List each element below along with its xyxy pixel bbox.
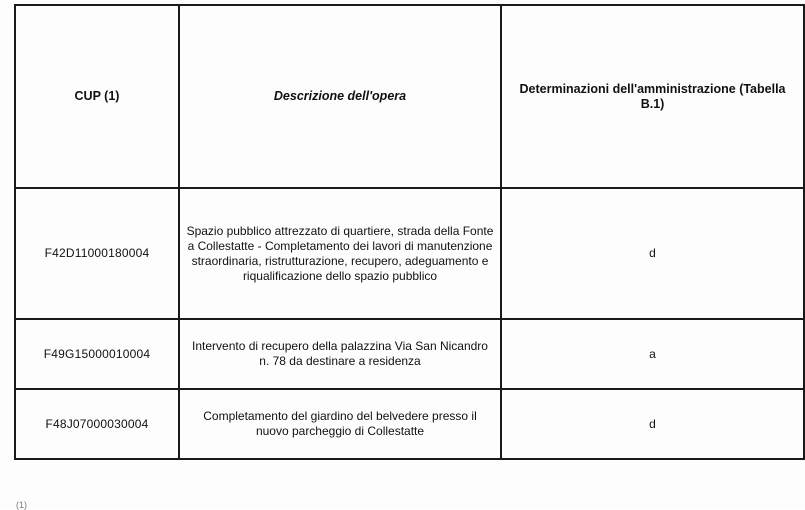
header-descrizione-text: Descrizione dell'opera: [273, 89, 407, 103]
footnote-marker: (1): [16, 500, 27, 510]
header-cup: CUP (1): [15, 5, 179, 188]
table-row: [15, 188, 805, 319]
cell-determinazione: d: [501, 188, 804, 319]
cell-determinazione: d: [501, 389, 804, 459]
cell-cup: F48J07000030004: [15, 389, 179, 459]
cell-descrizione: Spazio pubblico attrezzato di quartiere, strada della Fonte a Collestatte - Completamento dei lavori di manutenzione straordinaria, ristrutturazione, recupero, adeguamento e riqualificazione dello spazio pubblico: [179, 188, 501, 319]
header-determinazioni: Determinazioni dell'amministrazione (Tabella B.1): [501, 5, 804, 188]
table-row: [15, 389, 805, 459]
cell-descrizione: Intervento di recupero della palazzina Via San Nicandro n. 78 da destinare a residenza: [179, 319, 501, 389]
opere-table: [14, 4, 805, 460]
header-descrizione: [179, 5, 501, 188]
table-row: [15, 319, 805, 389]
cell-determinazione: a: [501, 319, 804, 389]
cell-cup: F49G15000010004: [15, 319, 179, 389]
cell-cup: F42D11000180004: [15, 188, 179, 319]
cell-descrizione: Completamento del giardino del belvedere presso il nuovo parcheggio di Collestatte: [179, 389, 501, 459]
table-header-row: [15, 5, 805, 188]
